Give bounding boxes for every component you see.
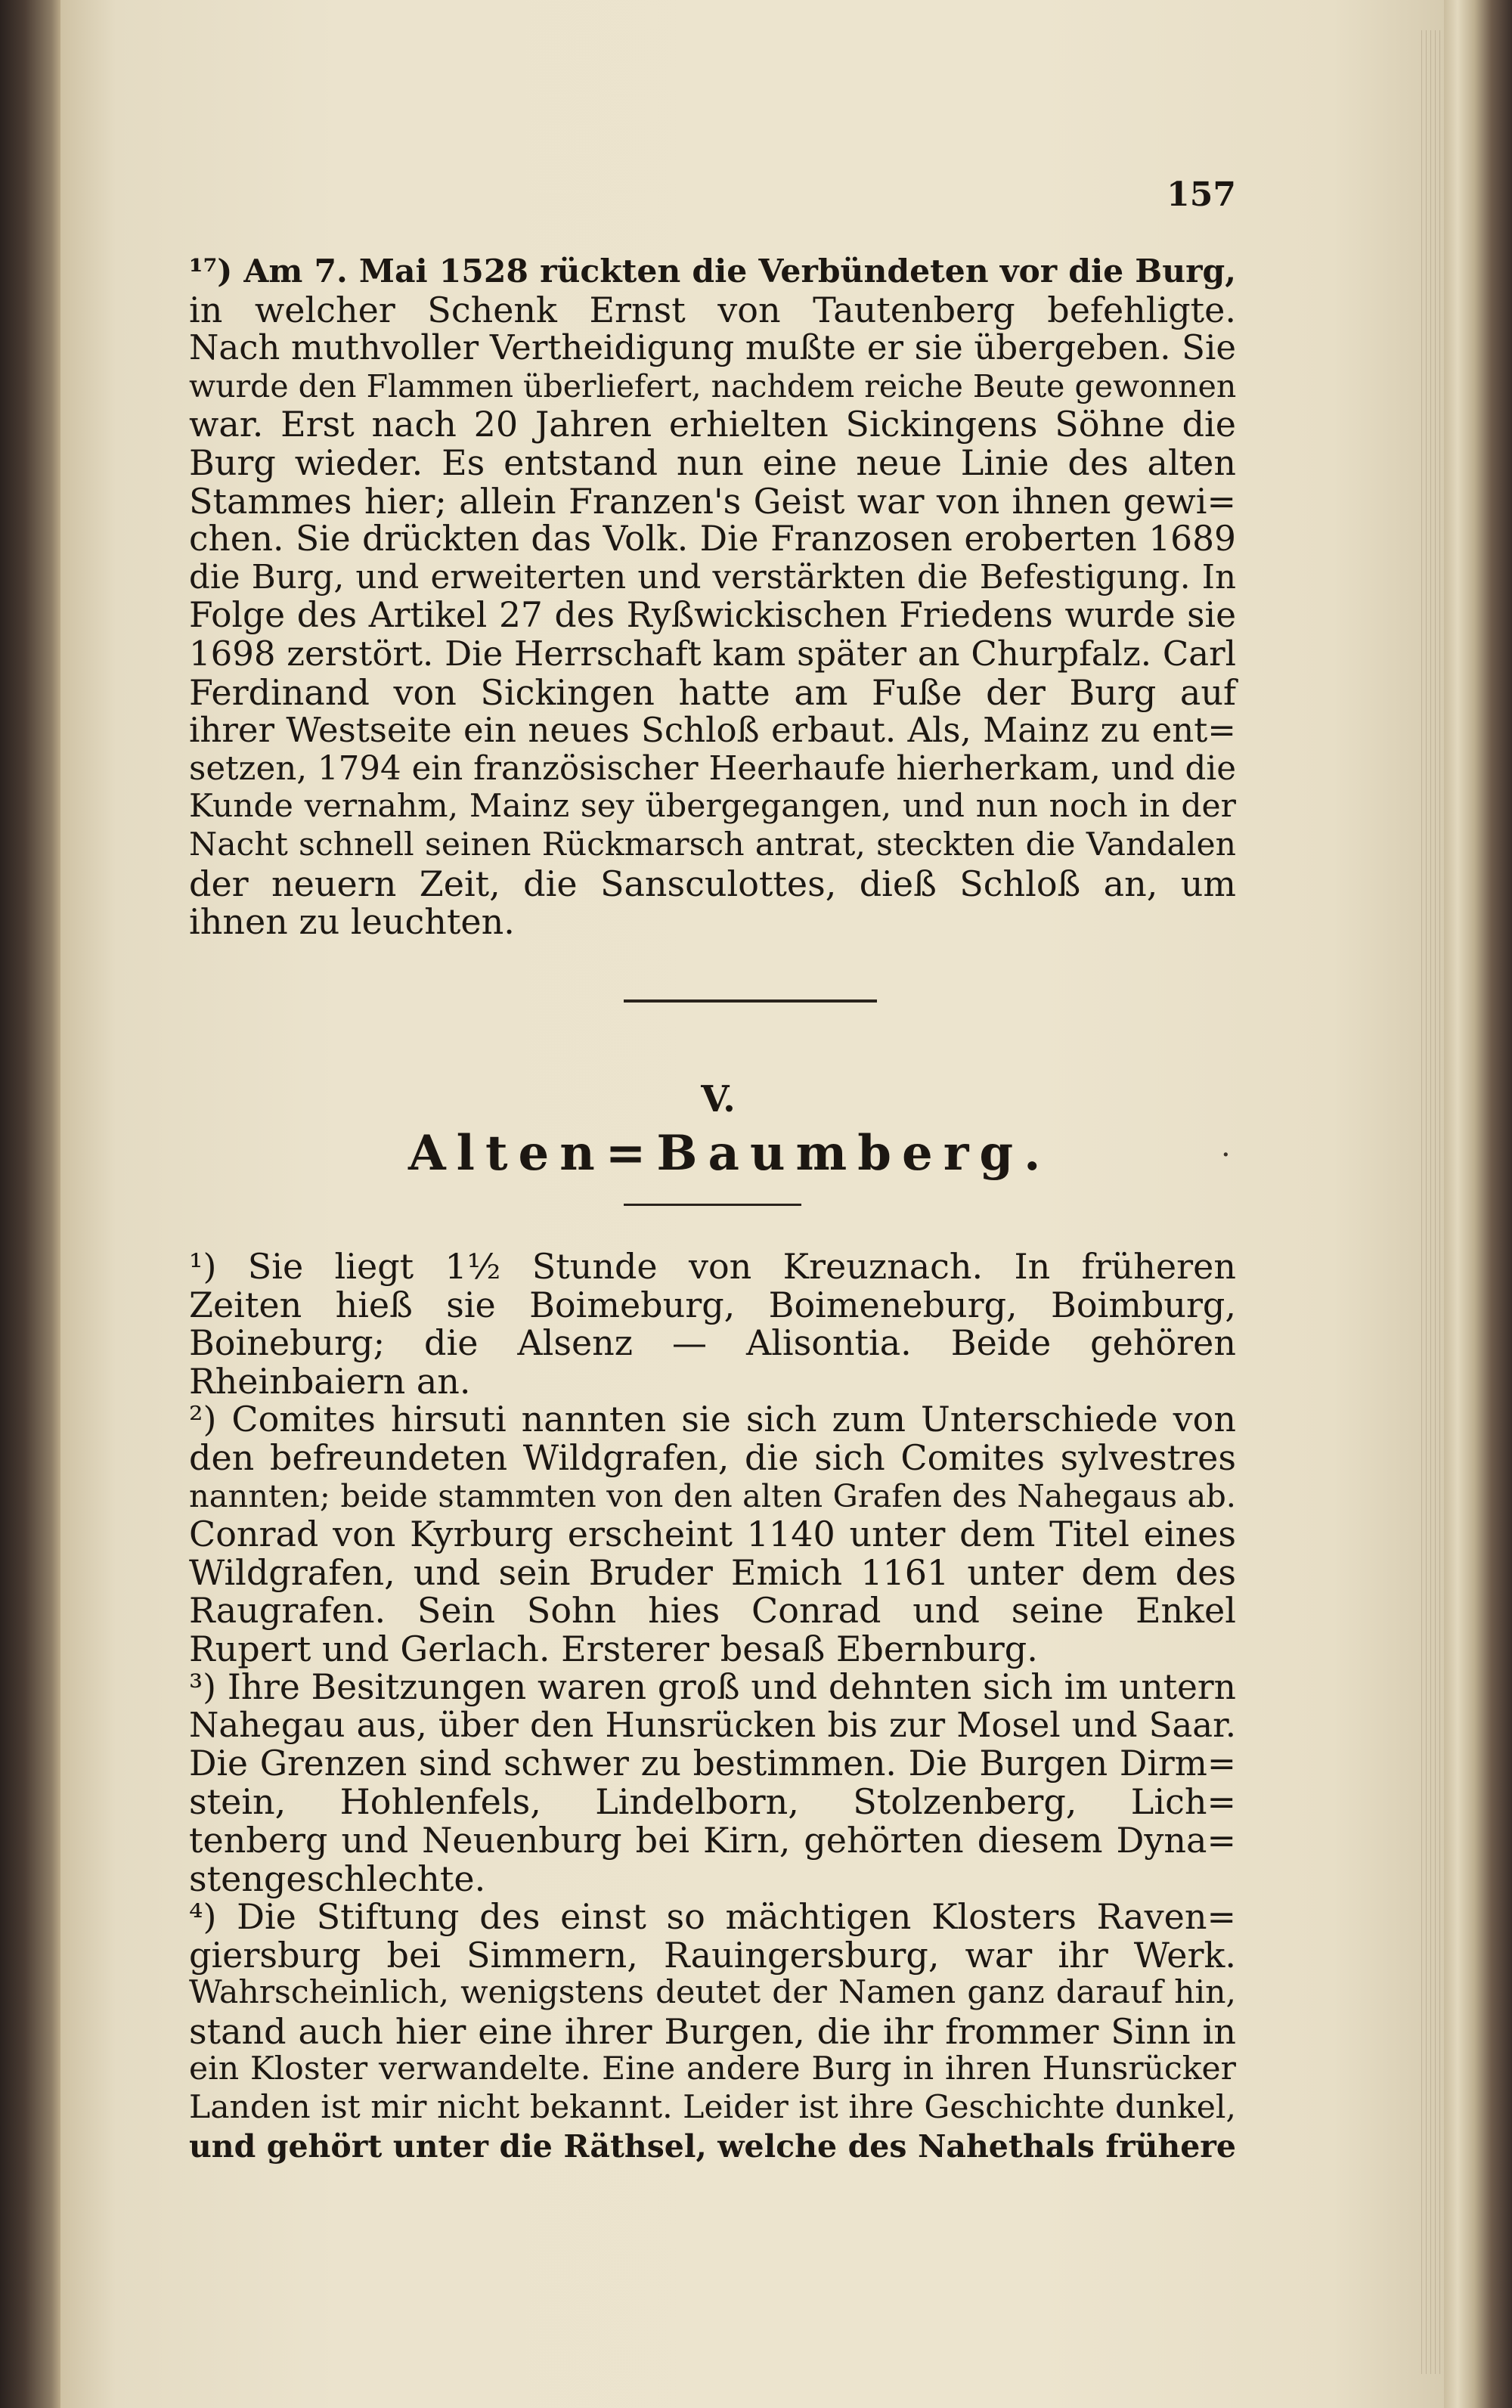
note-line: Wildgrafen, und sein Bruder Emich 1161 unter dem des [189,1551,1236,1593]
note-line: und gehört unter die Räthsel, welche des Nahethals frühere [189,2128,1236,2165]
footnote-line: setzen, 1794 ein französischer Heerhaufe hierherkam, und die [189,749,1236,788]
footnote-line: Kunde vernahm, Mainz sey übergegangen, und nun noch in der [189,788,1236,826]
footnote-line: chen. Sie drückten das Volk. Die Franzosen eroberten 1689 [189,519,1236,559]
section-number: V. [701,1078,736,1120]
note-line: stengeschlechte. [189,1858,486,1899]
footnote-line: Ferdinand von Sickingen hatte am Fuße der Burg auf [189,671,1236,713]
note-line: tenberg und Neuenburg bei Kirn, gehörten diesem Dyna= [189,1819,1236,1861]
note-line: Rupert und Gerlach. Ersterer besaß Ebernburg. [189,1628,1038,1669]
footnote-line: war. Erst nach 20 Jahren erhielten Sickingens Söhne die [189,404,1236,445]
note-line: Nahegau aus, über den Hunsrücken bis zur Mosel und Saar. [189,1705,1236,1746]
footnote-line: ihrer Westseite ein neues Schloß erbaut. Als, Mainz zu ent= [189,710,1236,751]
note-line: den befreundeten Wildgrafen, die sich Comites sylvestres [189,1436,1236,1478]
stray-mark: · [1221,1138,1231,1173]
footnote-line: ihnen zu leuchten. [189,901,515,943]
footnote-line: in welcher Schenk Ernst von Tautenberg befehligte. [189,289,1236,330]
note-line: Raugrafen. Sein Sohn hies Conrad und seine Enkel [189,1590,1236,1632]
note-line: Conrad von Kyrburg erscheint 1140 unter dem Titel eines [189,1514,1236,1555]
note-line: ¹) Sie liegt 1½ Stunde von Kreuznach. In früheren [189,1246,1236,1287]
note-line: giersburg bei Simmern, Rauingersburg, war ihr Werk. [189,1934,1236,1976]
footnote-line: 1698 zerstört. Die Herrschaft kam später an Churpfalz. Carl [189,633,1236,674]
page-number: 157 [1167,175,1236,214]
note-line: ³) Ihre Besitzungen waren groß und dehnten sich im untern [189,1666,1236,1707]
note-line: Rheinbaiern an. [189,1360,471,1402]
footnote-line: wurde den Flammen überliefert, nachdem reiche Beute gewonnen [189,367,1237,404]
notes-block [189,1247,1236,2165]
note-line: Die Grenzen sind schwer zu bestimmen. Die Burgen Dirm= [189,1743,1236,1784]
note-line: Zeiten hieß sie Boimeburg, Boimeneburg, Boimburg, [189,1284,1236,1325]
footnote-line: der neuern Zeit, die Sansculottes, dieß Schloß an, um [189,863,1236,904]
note-line: stein, Hohlenfels, Lindelborn, Stolzenberg, Lich= [189,1781,1236,1823]
note-line: Boineburg; die Alsenz — Alisontia. Beide gehören [189,1322,1236,1364]
note-line: ²) Comites hirsuti nannten sie sich zum Unterschiede von [189,1399,1236,1440]
book-binding-left [0,0,60,2408]
note-line: Wahrscheinlich, wenigstens deutet der Namen ganz darauf hin, [189,1974,1236,2012]
footnote-line: die Burg, und erweiterten und verstärkten die Befestigung. In [189,558,1236,597]
footnote-line: Folge des Artikel 27 des Ryßwickischen Friedens wurde sie [189,595,1236,636]
note-line: ein Kloster verwandelte. Eine andere Burg in ihren Hunsrücker [189,2050,1236,2088]
note-line: stand auch hier eine ihrer Burgen, die ihr frommer Sinn in [189,2010,1236,2052]
section-divider-short [624,1204,801,1206]
book-binding-right [1444,0,1512,2408]
footnote-top-block [189,253,1236,941]
footnote-line: Nach muthvoller Vertheidigung mußte er sie übergeben. Sie [189,327,1236,368]
footnote-line: Stammes hier; allein Franzen's Geist war von ihnen gewi= [189,480,1236,522]
note-line: ⁴) Die Stiftung des einst so mächtigen Klosters Raven= [189,1896,1236,1938]
note-line: Landen ist mir nicht bekannt. Leider ist ihre Geschichte dunkel, [189,2089,1236,2127]
section-title: Alten=Baumberg. [408,1125,1052,1182]
note-line: nannten; beide stammten von den alten Grafen des Nahegaus ab. [189,1477,1236,1514]
section-divider-long [624,999,877,1003]
footnote-line: ¹⁷) Am 7. Mai 1528 rückten die Verbündeten vor die Burg, [189,253,1236,290]
footnote-line: Nacht schnell seinen Rückmarsch antrat, steckten die Vandalen [189,826,1236,863]
footnote-line: Burg wieder. Es entstand nun eine neue Linie des alten [189,442,1236,483]
